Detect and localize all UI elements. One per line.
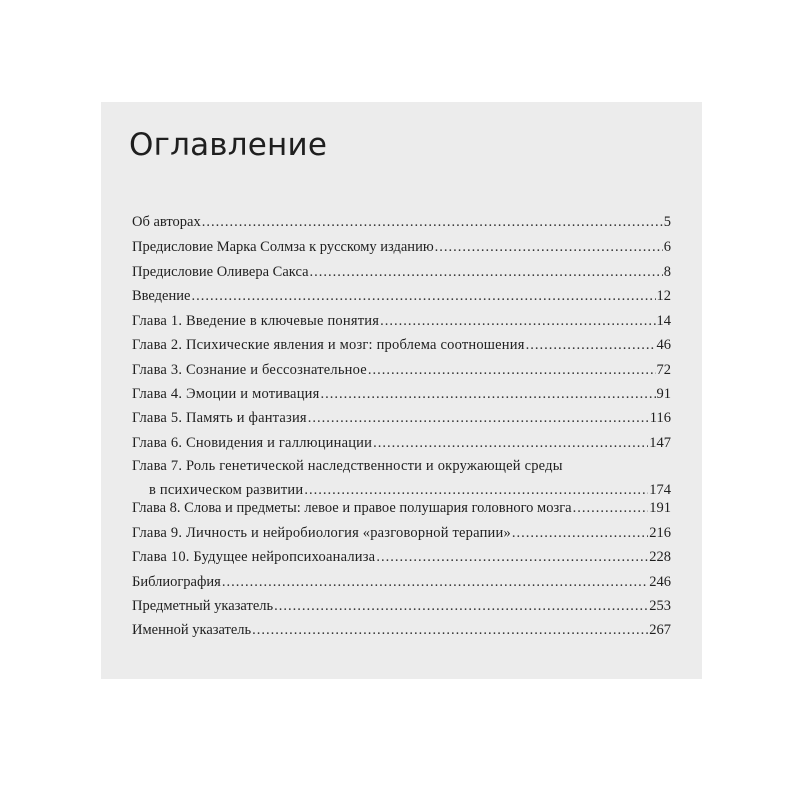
toc-entry-page: 246 bbox=[649, 574, 671, 590]
toc-entry-page: 6 bbox=[663, 239, 671, 255]
dot-leader bbox=[252, 622, 648, 639]
toc-entry-chapter-3 bbox=[132, 362, 671, 379]
toc-entry-label: Глава 3. Сознание и бессознательное bbox=[132, 362, 367, 378]
toc-entry-label-continued: в психическом развитии bbox=[149, 482, 304, 498]
toc-entry-label: Глава 9. Личность и нейробиология «разговорной терапии» bbox=[132, 525, 511, 541]
toc-entry-label: Предметный указатель bbox=[132, 598, 274, 614]
toc-entry-label: Глава 8. Слова и предметы: левое и правое полушария головного мозга bbox=[132, 500, 572, 516]
toc-entry-label: Введение bbox=[132, 288, 191, 304]
dot-leader bbox=[368, 362, 656, 379]
page-title: Оглавление bbox=[129, 127, 328, 163]
toc-entry-page: 174 bbox=[649, 482, 671, 498]
dot-leader bbox=[320, 386, 655, 403]
dot-leader bbox=[310, 264, 663, 281]
toc-entry-label: Глава 6. Сновидения и галлюцинации bbox=[132, 435, 373, 451]
toc-entry-page: 216 bbox=[649, 525, 671, 541]
toc-entry-page: 46 bbox=[656, 337, 671, 353]
toc-entry-chapter-6 bbox=[132, 435, 671, 452]
toc-entry-page: 12 bbox=[656, 288, 671, 304]
dot-leader bbox=[308, 410, 649, 427]
dot-leader bbox=[380, 313, 655, 330]
toc-entry-label: Именной указатель bbox=[132, 622, 252, 638]
toc-entry-name-index bbox=[132, 622, 671, 639]
dot-leader bbox=[304, 482, 648, 499]
toc-entry-label: Предисловие Оливера Сакса bbox=[132, 264, 309, 280]
toc-entry-label: Глава 2. Психические явления и мозг: проблема соотношения bbox=[132, 337, 525, 353]
toc-entry-about-authors bbox=[132, 214, 671, 231]
toc-entry-page: 72 bbox=[656, 362, 671, 378]
toc-entry-chapter-9 bbox=[132, 525, 671, 542]
toc-entry-label: Глава 7. Роль генетической наследственности и окружающей среды bbox=[132, 458, 563, 474]
toc-entry-bibliography bbox=[132, 574, 671, 591]
toc-entry-page: 14 bbox=[656, 313, 671, 329]
dot-leader bbox=[573, 500, 649, 517]
book-page bbox=[101, 102, 702, 679]
toc-entry-page: 253 bbox=[649, 598, 671, 614]
toc-entry-label: Глава 1. Введение в ключевые понятия bbox=[132, 313, 380, 329]
toc-entry-label: Предисловие Марка Солмза к русскому изданию bbox=[132, 239, 434, 255]
dot-leader bbox=[373, 435, 648, 452]
dot-leader bbox=[526, 337, 656, 354]
dot-leader bbox=[376, 549, 648, 566]
toc-entry-chapter-2 bbox=[132, 337, 671, 354]
toc-entry-page: 147 bbox=[649, 435, 671, 451]
toc-entry-page: 116 bbox=[649, 410, 671, 426]
toc-entry-page: 267 bbox=[649, 622, 671, 638]
toc-entry-chapter-4 bbox=[132, 386, 671, 403]
toc-entry-chapter-1 bbox=[132, 313, 671, 330]
table-of-contents bbox=[101, 102, 702, 679]
toc-entry-chapter-10 bbox=[132, 549, 671, 566]
dot-leader bbox=[202, 214, 663, 231]
toc-entry-subject-index bbox=[132, 598, 671, 615]
dot-leader bbox=[274, 598, 648, 615]
toc-entry-chapter-8 bbox=[132, 500, 671, 517]
toc-entry-page: 91 bbox=[656, 386, 671, 402]
toc-entry-chapter-7 bbox=[132, 458, 671, 499]
dot-leader bbox=[435, 239, 663, 256]
toc-entry-label: Библиография bbox=[132, 574, 221, 590]
toc-entry-chapter-5 bbox=[132, 410, 671, 427]
dot-leader bbox=[191, 288, 655, 305]
toc-entry-page: 8 bbox=[663, 264, 671, 280]
toc-entry-sacks-preface bbox=[132, 264, 671, 281]
toc-entry-solms-preface bbox=[132, 239, 671, 256]
dot-leader bbox=[512, 525, 648, 542]
toc-entry-label: Глава 4. Эмоции и мотивация bbox=[132, 386, 320, 402]
dot-leader bbox=[222, 574, 648, 591]
toc-entry-label: Глава 10. Будущее нейропсихоанализа bbox=[132, 549, 376, 565]
toc-entry-page: 228 bbox=[649, 549, 671, 565]
toc-entry-label: Об авторах bbox=[132, 214, 201, 230]
toc-entry-introduction bbox=[132, 288, 671, 305]
toc-entry-page: 191 bbox=[649, 500, 671, 516]
toc-entry-page: 5 bbox=[663, 214, 671, 230]
toc-entry-label: Глава 5. Память и фантазия bbox=[132, 410, 307, 426]
